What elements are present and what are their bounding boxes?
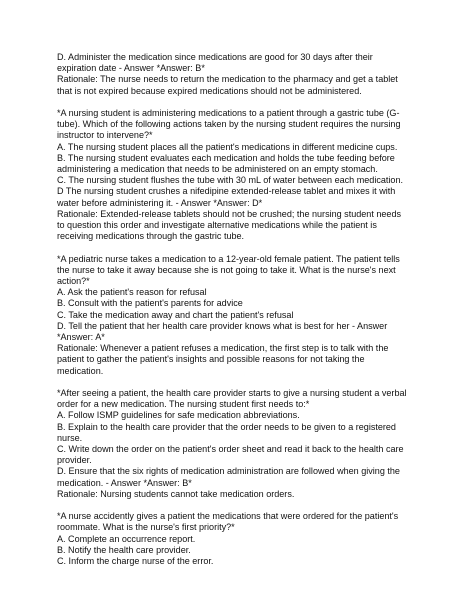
- text-line: Rationale: Nursing students cannot take medication orders.: [57, 488, 295, 499]
- text-line: C. The nursing student flushes the tube with 30 mL of water between each medication.: [57, 175, 403, 186]
- text-line: D. Administer the medication since medications are good for 30 days after their: [57, 52, 373, 62]
- text-line: A. The nursing student places all the patient's medications in different medicine cups.: [57, 141, 398, 152]
- document-body: [57, 52, 427, 578]
- text-line: the nurse to take it away because she is not going to take it. What is the nurse's next: [57, 264, 396, 275]
- text-line: *A pediatric nurse takes a medication to a 12-year-old female patient. The patient tells: [57, 253, 400, 264]
- question-block-gastric-tube: [57, 108, 427, 242]
- text-line: D The nursing student crushes a nifedipine extended-release tablet and mixes it with: [57, 186, 396, 197]
- text-line: B. Explain to the health care provider that the order needs to be given to a registered: [57, 421, 396, 432]
- text-line: patient to gather the patient's insights and possible reasons for not taking the: [57, 354, 365, 365]
- text-line: *A nurse accidently gives a patient the medications that were ordered for the patient's: [57, 511, 399, 522]
- text-line: D. Tell the patient that her health care provider knows what is best for her - Answer: [57, 320, 388, 331]
- text-line: administering a medication that needs to be administered on an empty stomach.: [57, 164, 378, 175]
- text-line: tube). Which of the following actions taken by the nursing student requires the nursing: [57, 119, 401, 130]
- question-block-pediatric: [57, 254, 427, 377]
- text-line: D. Ensure that the six rights of medication administration are followed when giving the: [57, 466, 400, 477]
- text-line: *Answer: A*: [57, 332, 105, 343]
- text-line: to question this order and investigate alternative medications while the patient is: [57, 220, 377, 231]
- text-line: A. Ask the patient's reason for refusal: [57, 287, 207, 298]
- text-line: expiration date - Answer *Answer: B*: [57, 63, 205, 74]
- text-line: Rationale: The nurse needs to return the medication to the pharmacy and get a tablet: [57, 74, 398, 85]
- text-line: *A nursing student is administering medications to a patient through a gastric tube (G-: [57, 108, 400, 118]
- text-line: that is not expired because expired medications should not be administered.: [57, 85, 362, 96]
- text-line: order for a new medication. The nursing student first needs to:*: [57, 399, 310, 410]
- text-line: Rationale: Extended-release tablets should not be crushed; the nursing student needs: [57, 208, 402, 219]
- text-line: instructor to intervene?*: [57, 130, 153, 141]
- text-line: B. Consult with the patient's parents for advice: [57, 298, 243, 309]
- text-line: provider.: [57, 455, 92, 466]
- question-block-continuation: [57, 52, 427, 97]
- text-line: action?*: [57, 276, 90, 287]
- question-block-verbal-order: [57, 388, 427, 500]
- text-line: C. Write down the order on the patient's order sheet and read it back to the health care: [57, 444, 404, 455]
- text-line: roommate. What is the nurse's first priority?*: [57, 522, 235, 533]
- text-line: medication. - Answer *Answer: B*: [57, 477, 192, 488]
- text-line: water before administering it. - Answer *Answer: D*: [57, 197, 263, 208]
- text-line: receiving medications through the gastric tube.: [57, 231, 245, 242]
- text-line: *After seeing a patient, the health care provider starts to give a nursing student a verbal: [57, 388, 407, 399]
- question-block-wrong-patient: [57, 511, 427, 567]
- text-line: medication.: [57, 365, 104, 376]
- text-line: C. Inform the charge nurse of the error.: [57, 556, 214, 567]
- text-line: Rationale: Whenever a patient refuses a medication, the first step is to talk with the: [57, 343, 389, 354]
- text-line: C. Take the medication away and chart the patient's refusal: [57, 309, 294, 320]
- text-line: B. Notify the health care provider.: [57, 544, 191, 555]
- text-line: A. Follow ISMP guidelines for safe medication abbreviations.: [57, 410, 300, 421]
- text-line: B. The nursing student evaluates each medication and holds the tube feeding before: [57, 152, 395, 163]
- text-line: nurse.: [57, 432, 83, 443]
- text-line: A. Complete an occurrence report.: [57, 533, 196, 544]
